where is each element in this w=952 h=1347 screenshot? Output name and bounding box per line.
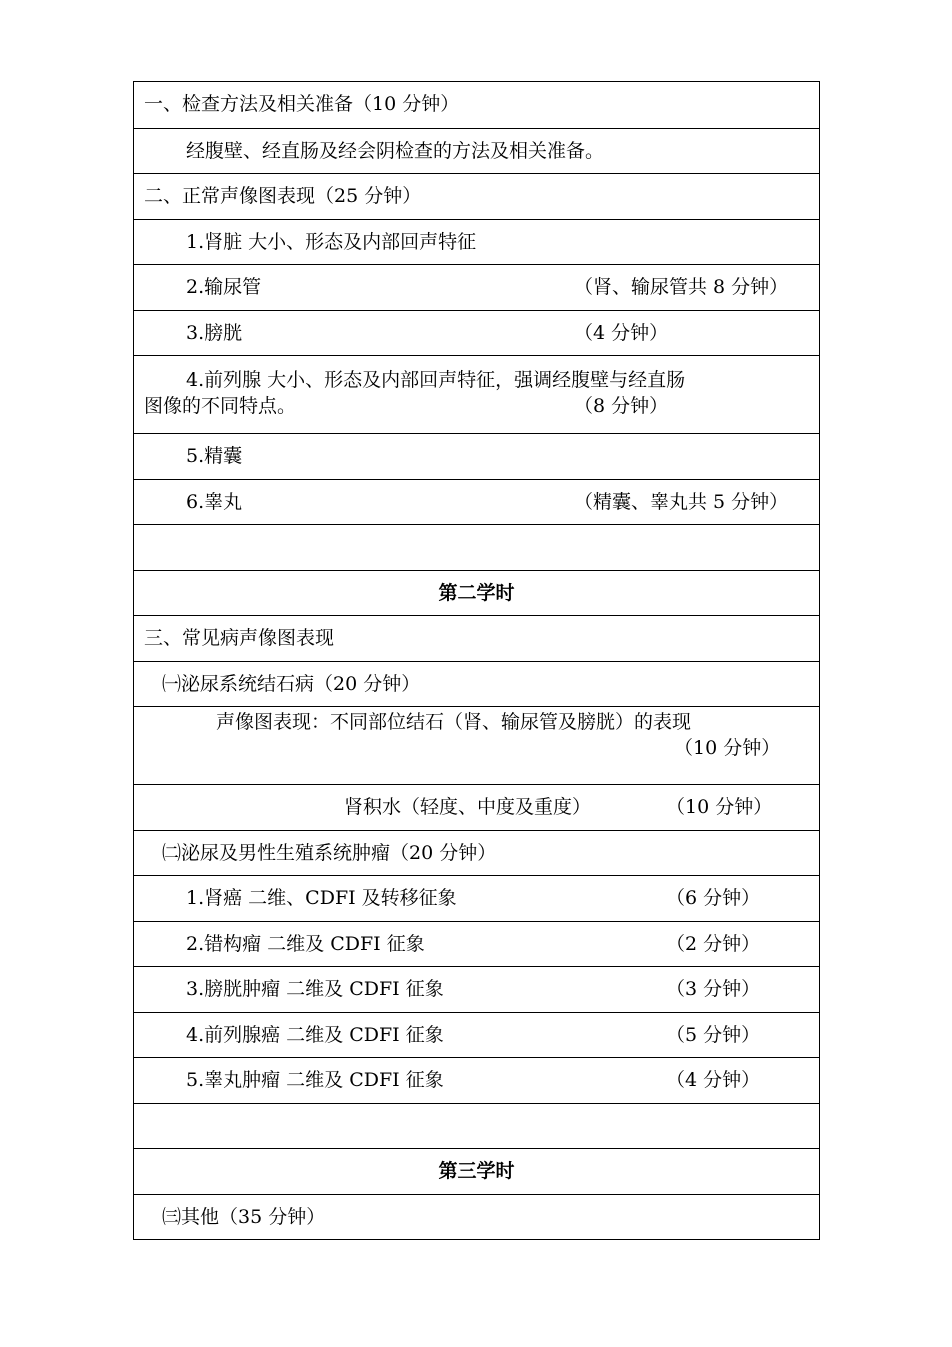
- table-row: [134, 479, 819, 525]
- table-row: [134, 875, 819, 921]
- row-text: 经腹壁、经直肠及经会阴检查的方法及相关准备。: [186, 139, 605, 162]
- table-row: [134, 1057, 819, 1103]
- table-row: [134, 128, 819, 174]
- table-row-empty: [134, 1103, 819, 1149]
- table-row: [134, 82, 819, 128]
- table-row: [134, 1194, 819, 1240]
- row-text: 4.前列腺癌 二维及 CDFI 征象: [186, 1023, 444, 1046]
- duration-text: （4 分钟）: [666, 1069, 761, 1091]
- section-heading: 一、检查方法及相关准备（10 分钟）: [144, 93, 460, 115]
- row-text: 3.膀胱: [186, 321, 243, 344]
- duration-text: （2 分钟）: [666, 932, 761, 955]
- table-row-empty: [134, 524, 819, 570]
- duration-text: （肾、输尿管共 8 分钟）: [574, 276, 789, 298]
- row-text: 1.肾脏 大小、形态及内部回声特征: [186, 230, 477, 253]
- row-text: 图像的不同特点。: [144, 395, 297, 417]
- row-text: 5.精囊: [186, 445, 243, 467]
- row-text: 5.睾丸肿瘤 二维及 CDFI 征象: [186, 1069, 444, 1091]
- subsection-heading: ㈡泌尿及男性生殖系统肿瘤（20 分钟）: [162, 841, 497, 864]
- duration-text: （精囊、睾丸共 5 分钟）: [574, 490, 789, 513]
- section-heading: 三、常见病声像图表现: [144, 627, 335, 649]
- row-text: 肾积水（轻度、中度及重度）: [344, 796, 592, 818]
- subsection-heading: ㈠泌尿系统结石病（20 分钟）: [162, 672, 421, 695]
- table-row: [134, 921, 819, 967]
- table-row: [134, 355, 819, 433]
- table-row: [134, 264, 819, 310]
- duration-text: （6 分钟）: [666, 887, 761, 909]
- row-text: 4.前列腺 大小、形态及内部回声特征，强调经腹壁与经直肠: [186, 369, 686, 391]
- table-row: [134, 661, 819, 707]
- row-text: 3.膀胱肿瘤 二维及 CDFI 征象: [186, 978, 444, 1000]
- table-row: [134, 173, 819, 219]
- period-heading: 第三学时: [438, 1160, 515, 1182]
- syllabus-table: [133, 81, 820, 1240]
- subsection-heading: ㈢其他（35 分钟）: [162, 1205, 326, 1228]
- table-row: [134, 706, 819, 784]
- row-text: 6.睾丸: [186, 490, 243, 513]
- table-row: [134, 1012, 819, 1058]
- table-row: [134, 784, 819, 830]
- duration-text: （10 分钟）: [674, 737, 781, 759]
- duration-text: （10 分钟）: [666, 796, 773, 818]
- duration-text: （4 分钟）: [574, 321, 669, 344]
- table-row: [134, 433, 819, 479]
- table-row: [134, 219, 819, 265]
- row-text: 声像图表现：不同部位结石（肾、输尿管及膀胱）的表现: [216, 711, 692, 733]
- table-row: [134, 966, 819, 1012]
- table-row: [134, 570, 819, 616]
- period-heading: 第二学时: [438, 581, 515, 604]
- duration-text: （8 分钟）: [574, 395, 669, 417]
- table-row: [134, 1148, 819, 1194]
- duration-text: （3 分钟）: [666, 978, 761, 1000]
- table-row: [134, 310, 819, 356]
- table-row: [134, 830, 819, 876]
- row-text: 2.错构瘤 二维及 CDFI 征象: [186, 932, 425, 955]
- table-row: [134, 615, 819, 661]
- duration-text: （5 分钟）: [666, 1023, 761, 1046]
- section-heading: 二、正常声像图表现（25 分钟）: [144, 185, 422, 207]
- row-text: 2.输尿管: [186, 276, 262, 298]
- row-text: 1.肾癌 二维、CDFI 及转移征象: [186, 887, 457, 909]
